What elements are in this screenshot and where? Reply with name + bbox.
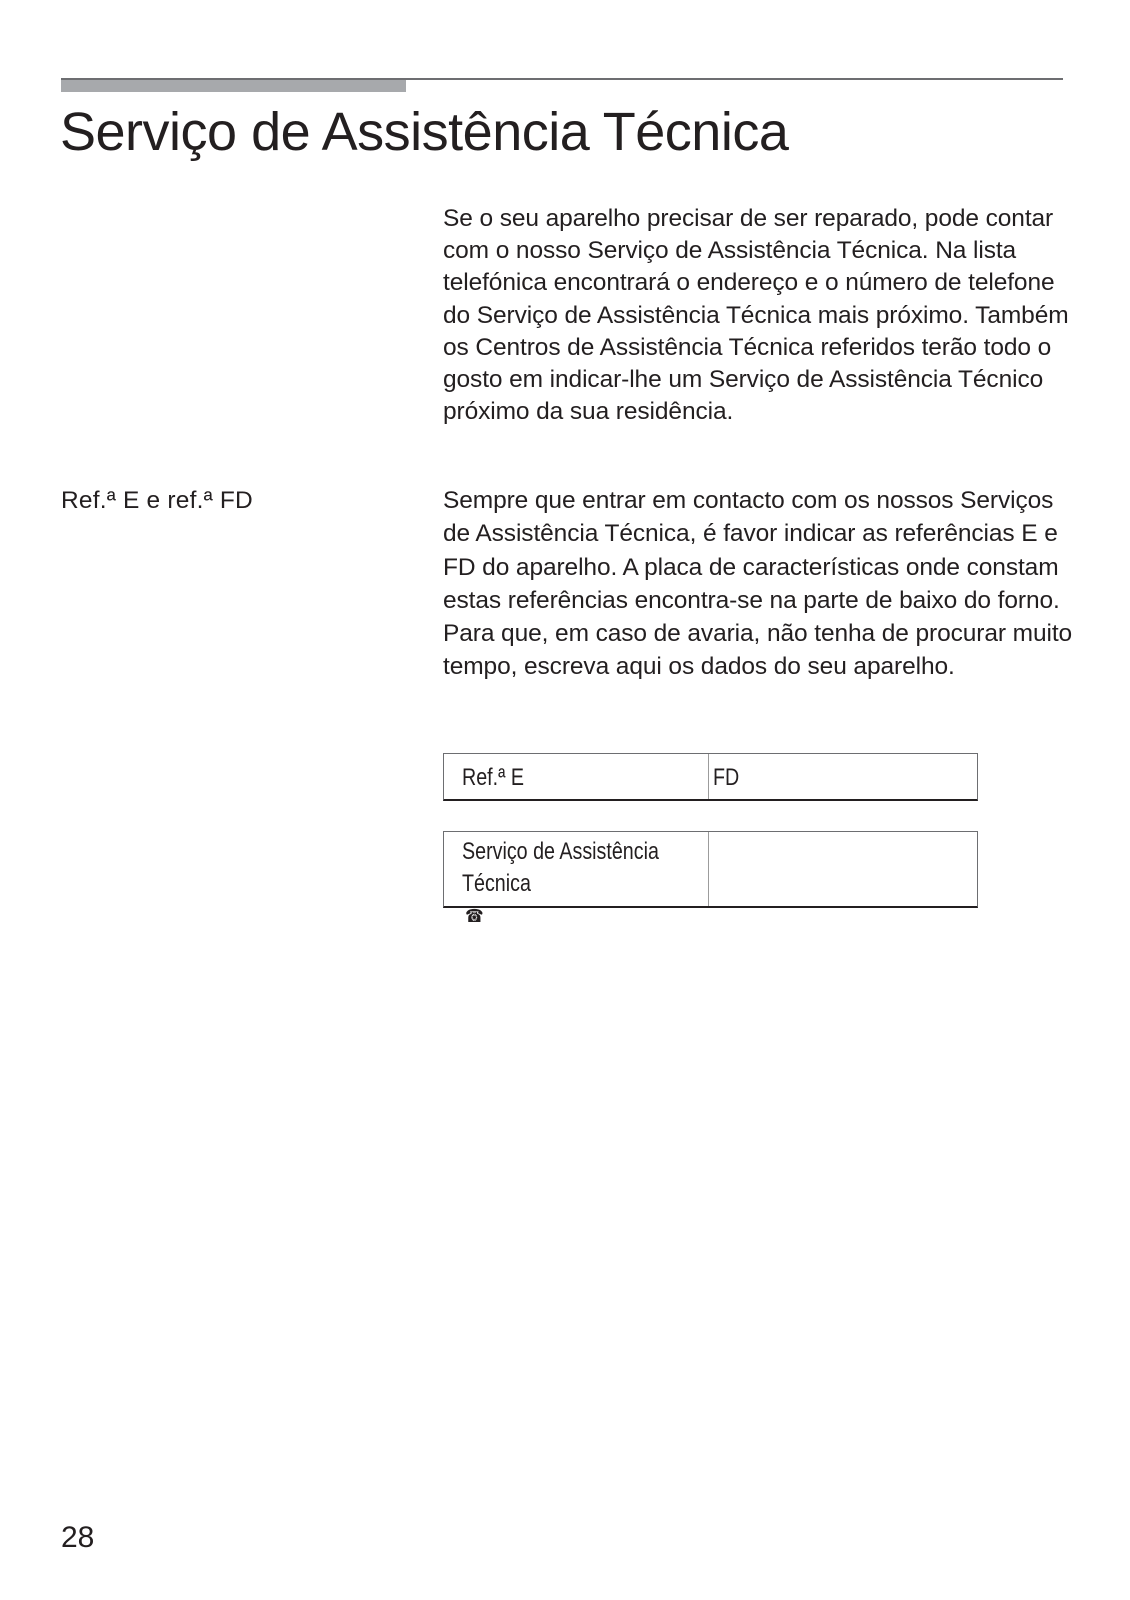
page-number: 28 [61,1521,95,1554]
intro-paragraph: Se o seu aparelho precisar de ser reparado, pode contar com o nosso Serviço de Assistência Técnica. Na lista telefónica encontrará o endereço e o número de telefone do Serviço de Assistência Técnica mais próximo. Também os Centros de Assistência Técnica referidos terão todo o gosto em indicar-lhe um Serviço de Assistência Técnico próximo da sua residência. [443,205,1069,426]
reference-box-divider [708,754,709,799]
references-paragraph: Sempre que entrar em contacto com os nossos Serviços de Assistência Técnica, é favor indicar as referências E e FD do aparelho. A placa de características onde constam estas referências encontra-se na parte de baixo do forno. Para que, em caso de avaria, não tenha de procurar muito tempo, escreva aqui os dados do seu aparelho. [443,487,1073,681]
service-label [462,836,659,932]
reference-entry-box[interactable] [443,753,978,801]
service-entry-box[interactable] [443,831,978,926]
ref-e-label: Ref.ª E [462,764,524,791]
references-side-label: Ref.ª E e ref.ª FD [61,487,253,514]
page-title: Serviço de Assistência Técnica [60,102,789,162]
phone-icon: ☎ [465,906,484,926]
fd-label: FD [713,764,740,791]
service-label-line2-wrap [462,868,659,932]
service-label-line2: Técnica [462,870,531,897]
service-label-line1: Serviço de Assistência [462,838,659,865]
header-rule-accent [61,80,406,92]
service-box-divider [708,832,709,906]
